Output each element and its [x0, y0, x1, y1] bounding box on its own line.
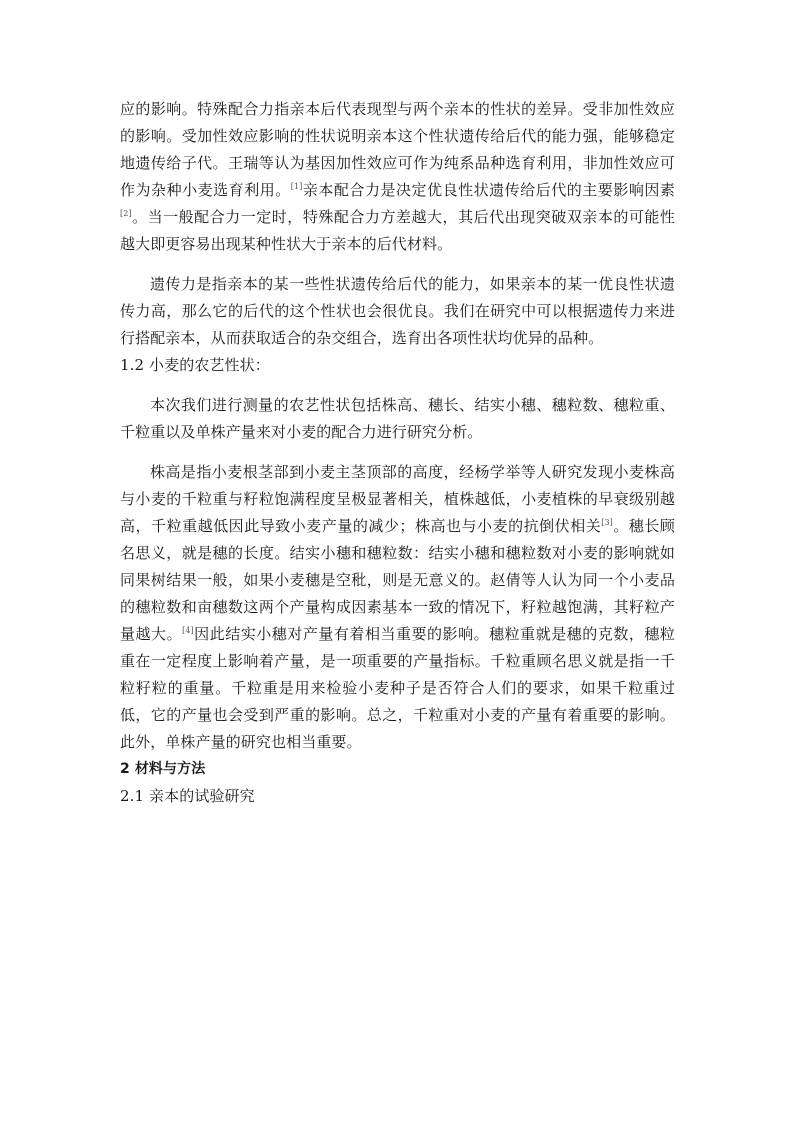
citation-3: [3]: [601, 518, 613, 527]
citation-1: [1]: [290, 182, 303, 191]
paragraph-traits-intro: 本次我们进行测量的农艺性状包括株高、穗长、结实小穗、穗粒数、穗粒重、千粒重以及单株产量来对小麦的配合力进行研究分析。: [120, 396, 675, 441]
section-heading-2-1: 2.1 亲本的试验研究: [120, 787, 255, 805]
paragraph-text: 。当一般配合力一定时，特殊配合力方差越大，其后代出现突破双亲本的可能性越大即更容易出现某种性状大于亲本的后代材料。: [120, 208, 675, 253]
citation-2: [2]: [120, 209, 132, 218]
paragraph-text: 因此结实小穗对产量有着相当重要的影响。穗粒重就是穗的克数，穗粒重在一定程度上影响着产量，是一项重要的产量指标。千粒重顾名思义就是指一千粒籽粒的重量。千粒重是用来检验小麦种子是否符合人们的要求，如果千粒重过低，它的产量也会受到严重的影响。总之，千粒重对小麦的产量有着重要的影响。此外，单株产量的研究也相当重要。: [120, 625, 676, 751]
paragraph-text: 亲本配合力是决定优良性状遗传给后代的主要影响因素: [302, 181, 676, 199]
document-page: [120, 96, 675, 810]
paragraph-heritability: 遗传力是指亲本的某一些性状遗传给后代的能力，如果亲本的某一优良性状遗传力高，那么它的后代的这个性状也会很优良。我们在研究中可以根据遗传力来进行搭配亲本，从而获取适合的杂交组合，选育出各项性状均优异的品种。: [120, 275, 675, 347]
citation-4: [4]: [182, 626, 194, 635]
paragraph-text: 应的影响。特殊配合力指亲本后代表现型与两个亲本的性状的差异。受非加性效应的影响。受加性效应影响的性状说明亲本这个性状遗传给后代的能力强，能够稳定地遗传给子代。王瑞等认为基因加性效应可作为纯系品种选育利用，非加性效应可作为杂种小麦选育利用。: [120, 100, 675, 199]
paragraph-text: 。穗长顾名思义，就是穗的长度。结实小穗和穗粒数：结实小穗和穗粒数对小麦的影响就如同果树结果一般，如果小麦穗是空秕，则是无意义的。赵倩等人认为同一个小麦品的穗粒数和亩穗数这两个产量构成因素基本一致的情况下，籽粒越饱满，其籽粒产量越大。: [120, 517, 676, 643]
paragraph-trait-details: [120, 459, 675, 756]
paragraph-text: 株高是指小麦根茎部到小麦主茎顶部的高度，经杨学举等人研究发现小麦株高与小麦的千粒重与籽粒饱满程度呈极显著相关，植株越低，小麦植株的早衰级别越高，千粒重越低因此导致小麦产量的减少；株高也与小麦的抗倒伏相关: [120, 463, 675, 535]
section-heading-2: 2 材料与方法: [120, 761, 206, 777]
section-heading-1-2: 1.2 小麦的农艺性状：: [120, 356, 270, 374]
paragraph-combining-ability: [120, 96, 675, 258]
